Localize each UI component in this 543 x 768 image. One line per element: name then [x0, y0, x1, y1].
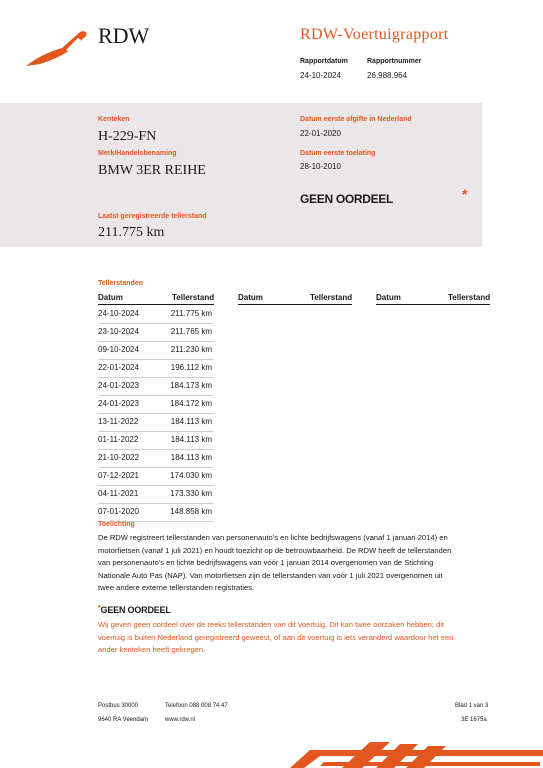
reading-value: 184.113 km	[170, 453, 212, 462]
header-rule-2	[238, 304, 352, 305]
reading-date: 07-01-2020	[98, 507, 139, 516]
table-row	[98, 413, 214, 432]
readings-title: Tellerstanden	[98, 280, 143, 287]
verdict-badge: GEEN OORDEEL	[300, 192, 394, 206]
reading-date: 21-10-2022	[98, 453, 139, 462]
table-row	[98, 359, 214, 378]
table-row	[98, 305, 214, 324]
make-label: Merk/Handelsbenaming	[98, 150, 177, 157]
verdict-line: voertuig is buiten Nederland geregistreerd geweest, of aan dit voertuig is iets veranderd waardoor het een	[98, 632, 454, 642]
plate-value: H-229-FN	[98, 129, 157, 144]
report-title: RDW-Voertuigrapport	[300, 26, 449, 43]
table-row	[98, 431, 214, 450]
report-date-label: Rapportdatum	[300, 58, 348, 65]
col-date-header-3: Datum	[376, 293, 401, 302]
col-reading-header-3: Tellerstand	[448, 293, 491, 302]
table-row	[98, 503, 214, 522]
explanation-body	[98, 532, 498, 595]
footer-website[interactable]: www.rdw.nl	[165, 717, 196, 723]
decorative-stripes-icon	[250, 742, 543, 768]
reading-date: 24-01-2023	[98, 381, 139, 390]
col-reading-header-2: Tellerstand	[310, 293, 353, 302]
odometer-value: 211.775 km	[98, 225, 165, 240]
verdict-line: Wij geven geen oordeel over de reeks tellerstanden van dit voertuig. Dit kan twee oorzaken hebben; dit	[98, 620, 445, 629]
col-reading-header-1: Tellerstand	[172, 293, 215, 302]
first-admission-label: Datum eerste toelating	[300, 150, 376, 157]
reading-date: 13-11-2022	[98, 417, 139, 426]
verdict-line: ander kenteken heeft gekregen.	[98, 645, 206, 655]
footer-address: 9640 RA Veendam	[98, 717, 149, 723]
odometer-label: Laatst geregistreerde tellerstand	[98, 213, 207, 220]
reading-value: 174.030 km	[170, 471, 212, 480]
explanation-line: van personenauto's en lichte bedrijfswagens van vóór 1 januari 2014 overgenomen van de Stichting	[98, 558, 434, 568]
reading-value: 184.113 km	[170, 417, 212, 426]
reading-value: 148.858 km	[170, 507, 212, 516]
col-date-header-2: Datum	[238, 293, 263, 302]
verdict-explanation	[98, 619, 498, 657]
reading-value: 211.765 km	[170, 327, 212, 336]
explanation-title: Toelichting	[98, 521, 135, 528]
table-row	[98, 467, 214, 486]
reading-value: 196.112 km	[170, 363, 212, 372]
explanation-line: Nationale Auto Pas (NAP). Van motorfietsen zijn de tellerstanden van vóór 1 juli 2021 overgenomen uit	[98, 570, 443, 580]
table-row	[98, 377, 214, 396]
reading-date: 24-10-2024	[98, 309, 139, 318]
table-row	[98, 323, 214, 342]
verdict-marker: *	[462, 186, 468, 202]
reading-value: 184.172 km	[170, 399, 212, 408]
footer-postbus: Postbus 30000	[98, 703, 139, 709]
reading-date: 01-11-2022	[98, 435, 139, 444]
make-value: BMW 3ER REIHE	[98, 163, 206, 178]
reading-date: 07-12-2021	[98, 471, 139, 480]
footer-phone: Telefoon 088 008 74 47	[165, 703, 228, 709]
table-row	[98, 449, 214, 468]
reading-date: 04-11-2021	[98, 489, 139, 498]
first-nl-value: 22-01-2020	[300, 129, 341, 138]
report-number-label: Rapportnummer	[367, 58, 422, 65]
vehicle-summary-panel	[0, 103, 482, 247]
reading-date: 24-01-2023	[98, 399, 139, 408]
report-number: 26.988.964	[367, 71, 408, 80]
reading-date: 09-10-2024	[98, 345, 139, 354]
reading-value: 211.230 km	[170, 345, 212, 354]
first-nl-label: Datum eerste afgifte in Nederland	[300, 116, 412, 123]
col-date-header-1: Datum	[98, 293, 123, 302]
rdw-logo-icon	[22, 26, 94, 68]
explanation-line: motorfietsen (vanaf 1 juli 2021) en houdt toezicht op de betrouwbaarheid. De RDW heeft de tellerstanden	[98, 545, 452, 555]
logo-text: RDW	[98, 23, 150, 48]
verdict-heading	[98, 605, 171, 615]
reading-value: 211.775 km	[170, 309, 212, 318]
explanation-line: twee andere externe tellerstanden registraties.	[98, 583, 255, 593]
reading-value: 184.113 km	[170, 435, 212, 444]
reading-value: 173.330 km	[170, 489, 212, 498]
reading-date: 23-10-2024	[98, 327, 139, 336]
reading-value: 184.173 km	[170, 381, 212, 390]
table-row	[98, 341, 214, 360]
first-admission-value: 28-10-2010	[300, 162, 341, 171]
reading-date: 22-01-2024	[98, 363, 139, 372]
report-date: 24-10-2024	[300, 71, 341, 80]
plate-label: Kenteken	[98, 116, 130, 123]
explanation-line: De RDW registreert tellerstanden van personenauto's en lichte bedrijfswagens (vanaf 1 januari 2014) en	[98, 533, 448, 542]
table-row	[98, 395, 214, 414]
header-rule-3	[376, 304, 490, 305]
footer-page: Blad 1 van 3	[455, 703, 489, 709]
table-row	[98, 485, 214, 504]
footer-code: 3E 1675a	[461, 717, 487, 723]
verdict-heading-text: GEEN OORDEEL	[100, 605, 171, 615]
verdict-heading-marker: *	[98, 605, 101, 612]
